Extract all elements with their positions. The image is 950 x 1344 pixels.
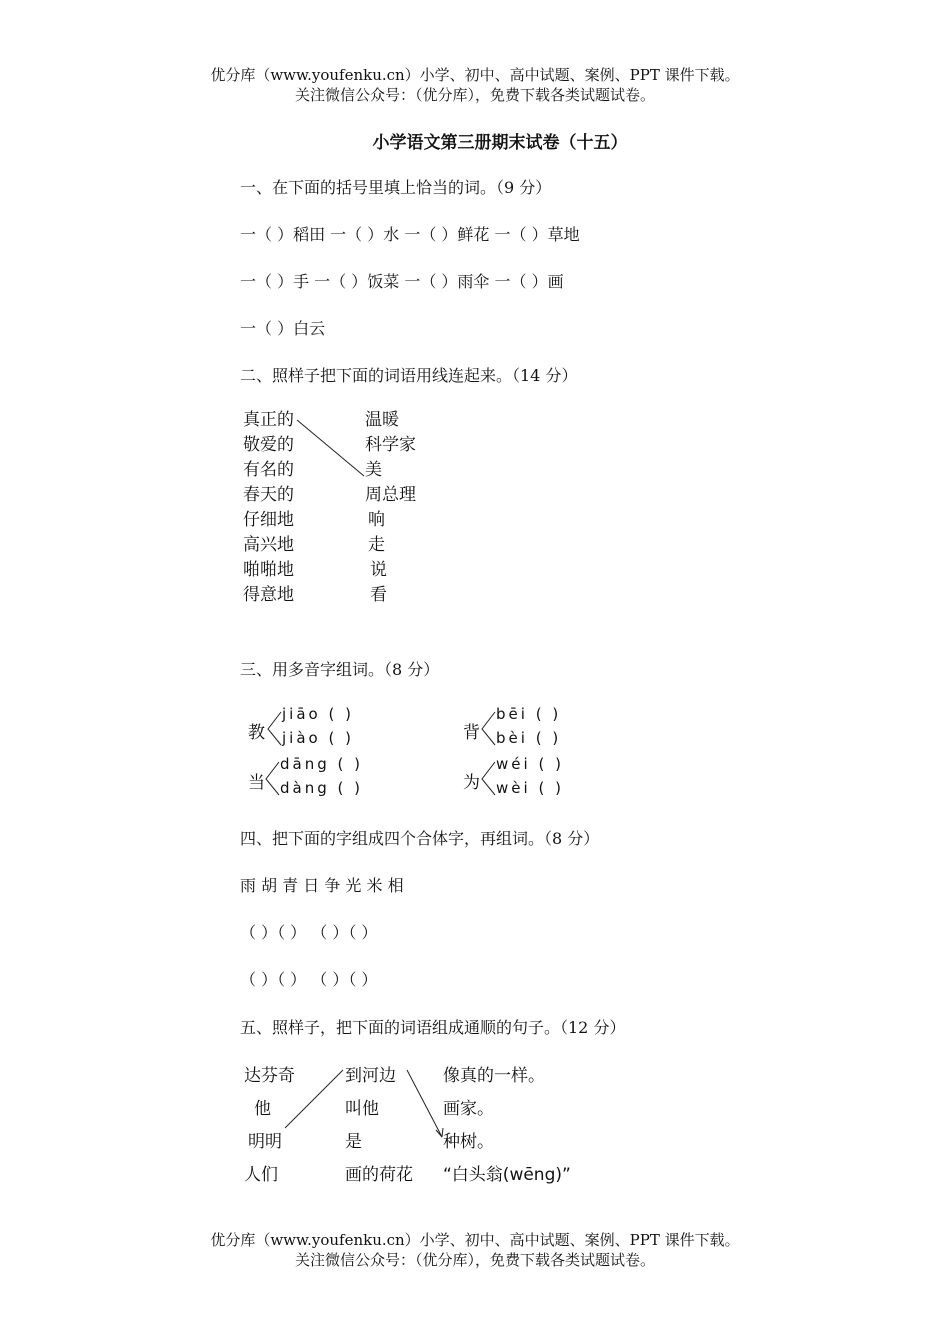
q3-reading: bèi ( ) xyxy=(496,729,562,747)
q5-word: 明明 xyxy=(248,1132,282,1152)
q2-right-word: 科学家 xyxy=(365,435,416,455)
q3-char-jiao: 教 xyxy=(248,723,265,743)
q4-heading: 四、把下面的字组成四个合体字，再组词。（8 分） xyxy=(240,829,600,848)
q2-left-word: 春天的 xyxy=(243,485,294,505)
q2-right-word: 温暖 xyxy=(365,410,399,430)
page-footer-line-2: 关注微信公众号：（优分库），免费下载各类试题试卷。 xyxy=(294,1251,655,1269)
q2-heading: 二、照样子把下面的词语用线连起来。（14 分） xyxy=(240,366,578,385)
q1-row-2: 一（ ）手 一（ ）饭菜 一（ ）雨伞 一（ ）画 xyxy=(240,272,564,291)
q2-left-word: 真正的 xyxy=(243,410,294,430)
q5-word: 画的荷花 xyxy=(345,1165,413,1185)
q5-word: 种树。 xyxy=(443,1132,494,1152)
q5-heading: 五、照样子，把下面的词语组成通顺的句子。（12 分） xyxy=(240,1018,626,1037)
q4-chars: 雨 胡 青 日 争 光 米 相 xyxy=(240,876,404,895)
q2-left-word: 有名的 xyxy=(243,460,294,480)
q2-left-word: 敬爱的 xyxy=(243,435,294,455)
page-title: 小学语文第三册期末试卷（十五） xyxy=(372,133,628,153)
q3-char-wei: 为 xyxy=(463,773,480,793)
q2-right-word: 周总理 xyxy=(365,485,416,505)
q5-word: 他 xyxy=(254,1099,271,1119)
q5-word: 人们 xyxy=(244,1165,278,1185)
page-footer-line-1: 优分库（www.youfenku.cn）小学、初中、高中试题、案例、PPT 课件下载。 xyxy=(210,1231,740,1249)
q5-word: “白头翁(wēng)” xyxy=(443,1165,571,1185)
q4-blank-row-1: （ ）（ ） （ ）（ ） xyxy=(240,923,378,942)
q2-left-word: 仔细地 xyxy=(243,510,294,530)
q1-row-1: 一（ ）稻田 一（ ）水 一（ ）鲜花 一（ ）草地 xyxy=(240,225,580,244)
page-header-line-1: 优分库（www.youfenku.cn）小学、初中、高中试题、案例、PPT 课件下载。 xyxy=(210,66,740,84)
q3-reading: wéi ( ) xyxy=(496,755,564,773)
q3-heading: 三、用多音字组词。（8 分） xyxy=(240,660,440,679)
q5-word: 叫他 xyxy=(345,1099,379,1119)
q2-left-word: 得意地 xyxy=(243,585,294,605)
q2-right-word: 响 xyxy=(368,510,385,530)
q4-blank-row-2: （ ）（ ） （ ）（ ） xyxy=(240,970,378,989)
q5-word: 画家。 xyxy=(443,1099,494,1119)
q2-right-word: 美 xyxy=(365,460,382,480)
q5-word: 达芬奇 xyxy=(244,1066,295,1086)
q3-reading: jiào ( ) xyxy=(282,729,354,747)
q2-right-word: 走 xyxy=(368,535,385,555)
q3-char-bei: 背 xyxy=(463,723,480,743)
q1-row-3: 一（ ）白云 xyxy=(240,319,326,338)
q1-heading: 一、在下面的括号里填上恰当的词。（9 分） xyxy=(240,178,552,197)
q3-reading: jiāo ( ) xyxy=(282,705,354,723)
q5-word: 像真的一样。 xyxy=(443,1066,545,1086)
q2-right-word: 看 xyxy=(370,585,387,605)
q3-char-dang: 当 xyxy=(248,773,265,793)
q5-word: 到河边 xyxy=(345,1066,396,1086)
q5-word: 是 xyxy=(345,1132,362,1152)
q3-reading: dāng ( ) xyxy=(280,755,364,773)
q2-right-word: 说 xyxy=(370,560,387,580)
q3-reading: wèi ( ) xyxy=(496,779,564,797)
q2-left-word: 高兴地 xyxy=(243,535,294,555)
q3-reading: dàng ( ) xyxy=(280,779,364,797)
q3-reading: bēi ( ) xyxy=(496,705,562,723)
page-header-line-2: 关注微信公众号：（优分库），免费下载各类试题试卷。 xyxy=(294,86,655,104)
q2-left-word: 啪啪地 xyxy=(243,560,294,580)
